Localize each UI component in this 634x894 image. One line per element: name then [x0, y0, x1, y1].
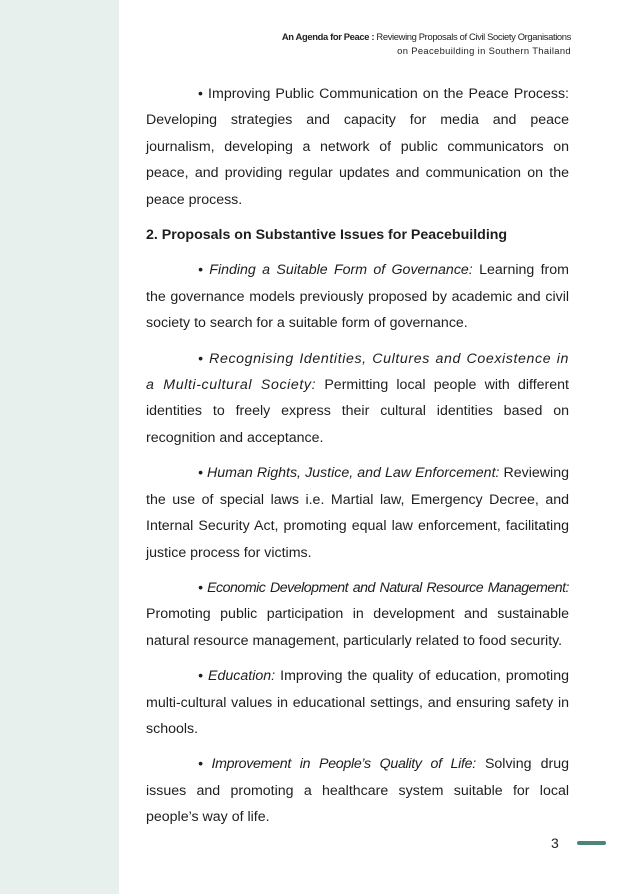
list-item	[146, 460, 569, 566]
item-title: • Economic Development and Natural Resource Management:	[198, 579, 569, 596]
running-header	[282, 30, 571, 58]
item-text: Learning from the governance models previously proposed by academic and civil society to search for a suitable form of governance.	[146, 262, 569, 332]
list-item	[146, 751, 569, 830]
item-text: Improving the quality of education, promoting multi-cultural values in educational settings, and ensuring safety in schools.	[146, 668, 569, 737]
section-title: 2. Proposals on Substantive Issues for Peacebuilding	[146, 227, 508, 244]
header-subtitle: on Peacebuilding in Southern Thailand	[397, 45, 571, 56]
item-title: • Human Rights, Justice, and Law Enforcement:	[198, 465, 500, 482]
sidebar-decoration	[0, 0, 119, 894]
list-item	[146, 663, 569, 742]
list-item	[146, 346, 569, 452]
list-item	[146, 257, 569, 336]
intro-item-text: Developing strategies and capacity for media and peace journalism, developing a network of public communicators on peace, and providing regular updates and communication on the peace process.	[146, 112, 569, 208]
intro-item-lead: • Improving Public Communication on the Peace Process:	[198, 86, 569, 102]
item-title: • Finding a Suitable Form of Governance:	[198, 262, 473, 279]
item-text: Promoting public participation in development and sustainable natural resource management, particularly related to food security.	[146, 606, 569, 649]
list-item	[146, 575, 569, 654]
header-title-bold: An Agenda for Peace :	[281, 31, 375, 42]
item-title: • Education:	[198, 668, 276, 685]
page-number: 3	[551, 835, 559, 851]
page-content	[146, 81, 569, 840]
page-number-accent-bar	[577, 841, 606, 845]
header-title	[282, 30, 571, 44]
header-title-rest: Reviewing Proposals of Civil Society Organisations	[374, 31, 571, 42]
intro-item	[146, 81, 569, 213]
item-title: • Improvement in People’s Quality of Life:	[198, 756, 476, 773]
item-text: Reviewing the use of special laws i.e. Martial law, Emergency Decree, and Internal Security Act, promoting equal law enforcement, facilitating justice process for victims.	[146, 465, 569, 561]
item-title: • Recognising Identities, Cultures and Coexistence in a Multi-cultural Society:	[146, 350, 569, 394]
item-text: Permitting local people with different identities to freely express their cultural identities based on recognition and acceptance.	[146, 377, 569, 446]
item-text: Solving drug issues and promoting a healthcare system suitable for local people’s way of life.	[146, 756, 569, 826]
